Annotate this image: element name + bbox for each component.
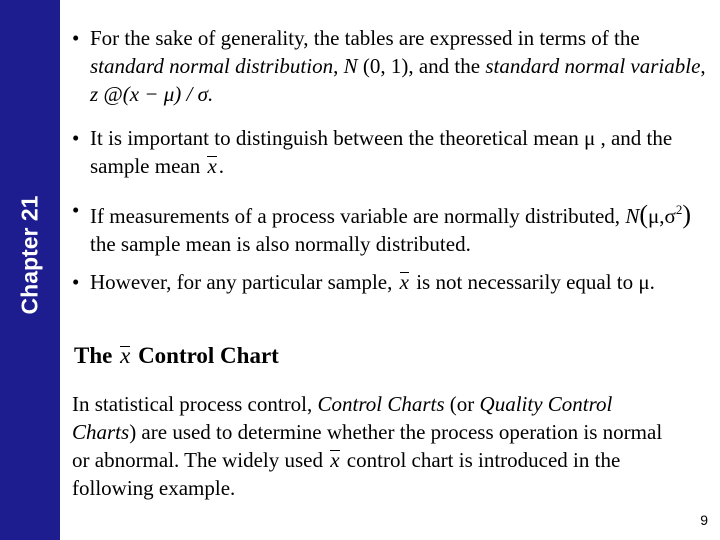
bullet-text <box>90 268 710 296</box>
symbol-x-bar: x <box>330 448 340 472</box>
symbol-mu-sigma: μ,σ <box>648 204 676 228</box>
text: It is important to distinguish between the theoretical mean <box>90 126 584 150</box>
formula-z: z @(x − μ) / σ. <box>90 82 214 106</box>
formula-normal: $N(\mu,\sigma^2)$ <box>625 200 692 229</box>
symbol-n: N <box>343 54 358 78</box>
text: control chart is introduced in the following example. <box>72 448 621 500</box>
heading-text: The <box>74 343 119 368</box>
text: If measurements of a process variable are normally distributed, <box>90 204 626 228</box>
paragraph <box>72 390 672 502</box>
section-heading <box>74 342 279 370</box>
bullet-1 <box>72 24 710 108</box>
text: In statistical process control, <box>72 392 318 416</box>
page-number: 9 <box>700 512 708 528</box>
bullet-text <box>90 196 710 258</box>
symbol-mu: μ <box>638 270 650 294</box>
bullet-text <box>90 24 710 108</box>
text: (or <box>444 392 480 416</box>
symbol-n: N <box>625 204 640 228</box>
superscript: 2 <box>675 202 683 217</box>
text: However, for any particular sample, <box>90 270 398 294</box>
symbol-mu: μ <box>583 126 596 150</box>
bullet-dot: • <box>72 270 80 294</box>
slide-content <box>60 0 720 540</box>
symbol-x-bar: x <box>399 270 409 294</box>
text: (0, 1), and the <box>357 54 486 78</box>
text: is not necessarily equal to <box>410 270 639 294</box>
bullet-dot: • <box>72 198 80 222</box>
term-standard-normal-variable: standard normal variable <box>485 54 701 78</box>
text: ) are used to determine whether the process operation is normal or abnormal. The widely used <box>72 420 663 472</box>
text: For the sake of generality, the tables are expressed in terms of the <box>90 26 640 50</box>
text: . <box>218 154 225 178</box>
chapter-label: Chapter 21 <box>16 195 43 315</box>
symbol-x-bar: x <box>120 343 131 368</box>
sidebar <box>0 0 60 540</box>
bullet-text <box>90 124 710 180</box>
text: . <box>649 270 655 294</box>
heading-text: Control Chart <box>132 343 279 368</box>
text: , <box>333 54 344 78</box>
symbol-x-bar: x <box>207 154 217 178</box>
bullet-2 <box>72 124 710 180</box>
text: , and the sample mean <box>90 126 673 178</box>
bullet-4 <box>72 268 710 296</box>
term-control-charts: Control Charts <box>317 392 445 416</box>
bullet-dot: • <box>72 26 80 50</box>
bullet-3 <box>72 196 710 258</box>
term-standard-normal-distribution: standard normal distribution <box>90 54 334 78</box>
text: , <box>700 54 706 78</box>
text: the sample mean is also normally distributed. <box>90 232 471 256</box>
term-quality-control-charts: Quality Control Charts <box>72 392 613 444</box>
bullet-dot: • <box>72 126 80 150</box>
